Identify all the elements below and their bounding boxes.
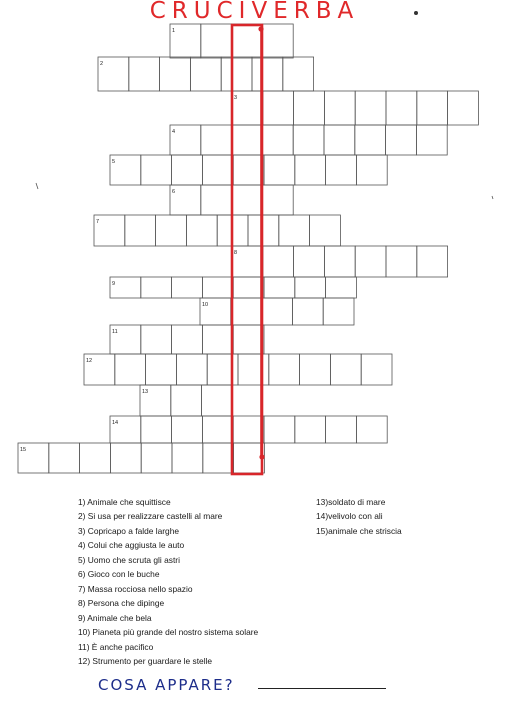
grid-cell[interactable]: [172, 277, 203, 298]
grid-cell[interactable]: [202, 416, 233, 443]
clue-12: 12) Strumento per guardare le stelle: [78, 655, 213, 666]
grid-cell[interactable]: [221, 57, 252, 91]
grid-cell[interactable]: [233, 416, 264, 443]
cell-number: 11: [112, 329, 118, 335]
grid-cell[interactable]: [355, 246, 386, 277]
grid-cell[interactable]: [386, 125, 417, 155]
cell-number: 13: [142, 389, 149, 395]
cell-number: 7: [96, 219, 100, 225]
grid-cell[interactable]: [146, 354, 177, 385]
grid-cell[interactable]: [201, 125, 232, 155]
cell-number: 1: [172, 28, 176, 34]
grid-cells: [18, 24, 493, 473]
grid-cell[interactable]: [294, 246, 325, 277]
cell-number: 5: [112, 159, 116, 165]
grid-cell[interactable]: [262, 125, 293, 155]
grid-cell[interactable]: [262, 298, 293, 325]
clue-3: 3) Copricapo a falde larghe: [78, 525, 180, 536]
grid-cell[interactable]: [202, 325, 233, 354]
grid-cell[interactable]: [172, 155, 203, 185]
grid-cell[interactable]: [310, 215, 341, 246]
grid-cell[interactable]: [417, 246, 448, 277]
stray-mark: [36, 183, 38, 189]
grid-cell[interactable]: [115, 354, 146, 385]
grid-cell[interactable]: [262, 24, 293, 58]
grid-cell[interactable]: [233, 155, 264, 185]
clue-4: 4) Colui che aggiusta le auto: [78, 540, 185, 551]
grid-cell[interactable]: [263, 91, 294, 125]
grid-cell[interactable]: [293, 125, 324, 155]
grid-cell[interactable]: [110, 443, 141, 473]
cell-number: 14: [112, 420, 119, 426]
grid-cell[interactable]: [207, 354, 238, 385]
grid-cell[interactable]: [232, 125, 263, 155]
grid-cell[interactable]: [326, 416, 357, 443]
grid-cell[interactable]: [386, 91, 417, 125]
grid-cell[interactable]: [156, 215, 187, 246]
grid-cell[interactable]: [141, 277, 172, 298]
grid-cell[interactable]: [300, 354, 331, 385]
clue-8: 8) Persona che dipinge: [78, 598, 165, 609]
grid-cell[interactable]: [190, 57, 221, 91]
grid-cell[interactable]: [292, 298, 323, 325]
grid-cell[interactable]: [129, 57, 160, 91]
grid-cell[interactable]: [232, 24, 263, 58]
grid-cell[interactable]: [238, 354, 269, 385]
clue-1: 1) Animale che squittisce: [78, 497, 171, 507]
grid-cell[interactable]: [355, 91, 386, 125]
answer-line[interactable]: [258, 688, 386, 689]
grid-cell[interactable]: [202, 385, 233, 416]
question-text: COSA APPARE?: [98, 676, 235, 694]
grid-cell[interactable]: [295, 416, 326, 443]
grid-cell[interactable]: [231, 298, 262, 325]
grid-cell[interactable]: [386, 246, 417, 277]
highlight-dot: [259, 454, 264, 459]
cell-number: 8: [234, 250, 238, 256]
cell-number: 9: [112, 281, 116, 287]
grid-cell[interactable]: [448, 91, 479, 125]
grid-cell[interactable]: [160, 57, 191, 91]
crossword-title: CRUCIVERBA: [149, 0, 360, 24]
grid-cell[interactable]: [361, 354, 392, 385]
grid-cell[interactable]: [269, 354, 300, 385]
clue-9: 9) Animale che bela: [78, 612, 152, 623]
clue-11: 11) È anche pacifico: [78, 641, 154, 652]
cell-number: 6: [172, 189, 176, 195]
grid-cell[interactable]: [355, 125, 386, 155]
cell-number: 15: [20, 447, 27, 453]
cell-number: 12: [86, 358, 93, 364]
grid-cell[interactable]: [232, 185, 263, 215]
cell-number: 10: [202, 302, 209, 308]
grid-cell[interactable]: [202, 155, 233, 185]
grid-cell[interactable]: [295, 155, 326, 185]
clues-left: [78, 495, 258, 668]
clue-7: 7) Massa rocciosa nello spazio: [78, 583, 193, 594]
grid-cell[interactable]: [294, 91, 325, 125]
grid-numbers: [20, 28, 237, 453]
grid-cell[interactable]: [264, 277, 295, 298]
grid-cell[interactable]: [141, 155, 172, 185]
grid-cell[interactable]: [262, 185, 293, 215]
grid-cell[interactable]: [326, 155, 357, 185]
grid-cell[interactable]: [330, 354, 361, 385]
grid-cell[interactable]: [233, 277, 264, 298]
grid-cell[interactable]: [264, 416, 295, 443]
grid-cell[interactable]: [279, 215, 310, 246]
grid-cell[interactable]: [356, 416, 387, 443]
grid-cell[interactable]: [141, 443, 172, 473]
clue-2: 2) Si usa per realizzare castelli al mare: [78, 511, 223, 522]
grid-cell[interactable]: [324, 246, 355, 277]
highlight-dot: [258, 26, 263, 31]
clue-10: 10) Pianeta più grande del nostro sistema solare: [78, 627, 259, 638]
grid-cell[interactable]: [49, 443, 80, 473]
cell-number: 2: [100, 61, 104, 67]
grid-cell[interactable]: [295, 277, 326, 298]
grid-cell[interactable]: [252, 57, 283, 91]
grid-cell[interactable]: [171, 385, 202, 416]
grid-cell[interactable]: [202, 277, 233, 298]
grid-cell[interactable]: [176, 354, 207, 385]
grid-cell[interactable]: [125, 215, 156, 246]
cell-number: 3: [234, 95, 238, 101]
clue-15: 15)animale che striscia: [316, 525, 402, 536]
grid-cell[interactable]: [356, 155, 387, 185]
grid-cell[interactable]: [416, 125, 447, 155]
clue-14: 14)velivolo con ali: [316, 511, 383, 522]
cell-number: 4: [172, 129, 176, 135]
clues-right: [316, 495, 402, 538]
grid-cell[interactable]: [263, 246, 294, 277]
grid-cell[interactable]: [172, 416, 203, 443]
grid-cell[interactable]: [283, 57, 314, 91]
grid-cell[interactable]: [248, 215, 279, 246]
grid-cell[interactable]: [172, 325, 203, 354]
grid-cell[interactable]: [141, 416, 172, 443]
grid-cell[interactable]: [326, 277, 357, 298]
grid-cell[interactable]: [417, 91, 448, 125]
grid-cell[interactable]: [264, 155, 295, 185]
grid-cell[interactable]: [201, 24, 232, 58]
grid-cell[interactable]: [141, 325, 172, 354]
grid-cell[interactable]: [324, 125, 355, 155]
grid-cell[interactable]: [186, 215, 217, 246]
clue-6: 6) Gioco con le buche: [78, 569, 160, 580]
grid-cell[interactable]: [323, 298, 354, 325]
clue-5: 5) Uomo che scruta gli astri: [78, 554, 180, 565]
clue-13: 13)soldato di mare: [316, 497, 386, 507]
grid-cell[interactable]: [233, 325, 264, 354]
stray-mark: [492, 196, 493, 199]
grid-cell[interactable]: [201, 185, 232, 215]
grid-cell[interactable]: [172, 443, 203, 473]
grid-cell[interactable]: [80, 443, 111, 473]
grid-cell[interactable]: [324, 91, 355, 125]
grid-cell[interactable]: [203, 443, 234, 473]
